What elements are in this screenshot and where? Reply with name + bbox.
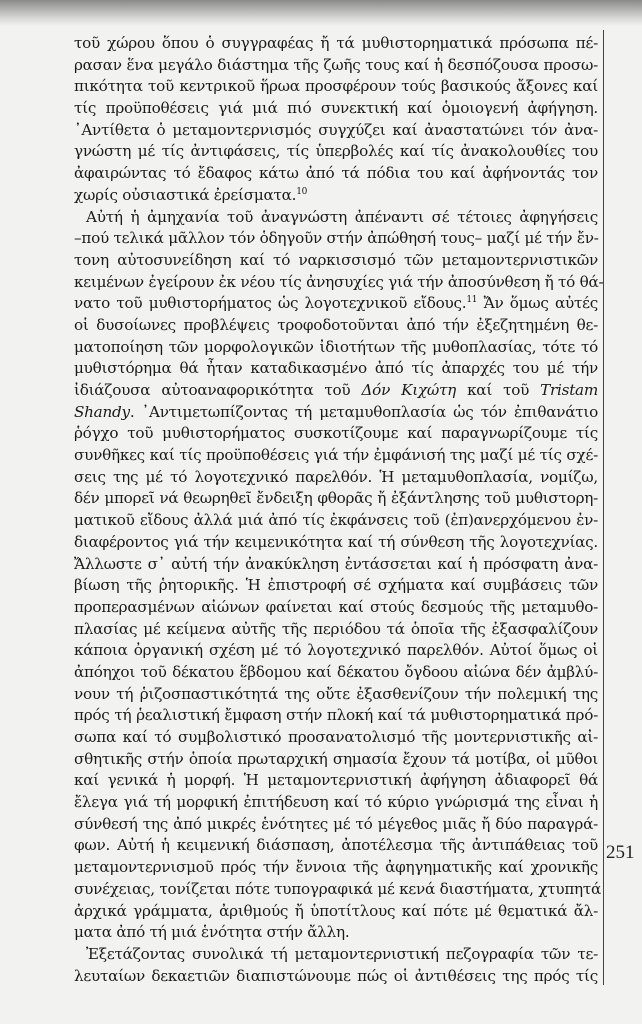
- text-span: Ἄν ὅμως αὐτές: [477, 294, 599, 313]
- text-span: λευταίων δεκαετιῶν διαπιστώνουμε πώς οἱ ἀντιθέσεις της πρός τίς: [74, 966, 598, 985]
- text-line: [74, 402, 598, 424]
- text-line: [74, 250, 598, 272]
- text-line: [74, 554, 598, 576]
- text-line: [74, 966, 598, 988]
- footnote-marker: 11: [466, 295, 478, 306]
- text-line: [74, 141, 598, 163]
- text-span: μεταμοντερνισμοῦ πρός τήν ἔννοια τῆς ἀφηγηματικῆς καί χρονικῆς: [74, 858, 598, 877]
- text-span: βίωση τῆς ῥητορικῆς. Ἡ ἐπιστροφή σέ σχήματα καί συμβάσεις τῶν: [74, 576, 598, 595]
- text-line: [74, 467, 598, 489]
- text-span: τίς προϋποθέσεις γιά μιά πιό συνεκτική καί ὁμοιογενή ἀφήγηση.: [74, 99, 598, 118]
- text-span: τοῦ χώρου ὅπου ὁ συγγραφέας ἤ τά μυθιστορηματικά πρόσωπα πέ-: [74, 34, 598, 52]
- text-span: νατο τοῦ μυθιστορήματος ὡς λογοτεχνικοῦ εἴδους.: [74, 294, 467, 313]
- text-span: . ᾿Αντιμετωπίζοντας τή μεταμυθοπλασία ὡς τόν ἐπιθανάτιο: [129, 402, 598, 421]
- text-span: συνέχειας, τονίζεται πότε τυπογραφικά μέ κενά διαστήματα, χτυπητά: [74, 879, 602, 898]
- text-line: [74, 532, 598, 554]
- text-line: [74, 228, 598, 250]
- text-line: [74, 55, 598, 77]
- text-span: πρός τή ῥεαλιστική ἔμφαση στήν πλοκή καί τά μυθιστορηματικά πρό-: [74, 706, 598, 725]
- scan-shadow: [0, 0, 642, 26]
- text-span: ᾿Αντίθετα ὁ μεταμοντερνισμός συγχύζει καί ἀναστατώνει τόν ἀνα-: [74, 120, 598, 139]
- text-span: –πού τελικά μᾶλλον τόν ὁδηγοῦν στήν ἀπώθησή τους– μαζί μέ τήν ἔν-: [74, 229, 599, 248]
- text-span: χωρίς οὐσιαστικά ἐρείσματα.: [74, 185, 297, 204]
- text-line: [74, 510, 598, 532]
- page-number: 251: [606, 842, 635, 863]
- text-line: [74, 792, 598, 814]
- text-span: Ἐξετάζοντας συνολικά τή μεταμοντερνιστική πεζογραφία τῶν τε-: [86, 944, 598, 963]
- text-span: διαφέροντος γιά τήν κειμενικότητα καί τή σύνθεση τῆς λογοτεχνίας.: [74, 532, 598, 551]
- text-line: [74, 380, 598, 402]
- margin-rule: [603, 30, 604, 985]
- text-line: [74, 33, 598, 55]
- text-line: [74, 770, 598, 792]
- text-line: [74, 879, 602, 901]
- text-line: [74, 315, 598, 337]
- text-line: [74, 488, 598, 510]
- text-span: κάποια ὀργανική σχέση μέ τό λογοτεχνικό παρελθόν. Αὐτοί ὅμως οἱ: [74, 641, 598, 660]
- text-span: καί γενικά ἡ μορφή. Ἡ μεταμοντερνιστική ἀφήγηση ἀδιαφορεῖ θά: [74, 771, 598, 790]
- text-span: τονη αὐτοσυνείδηση καί τό ναρκισσισμό τῶν μεταμοντερνιστικῶν: [74, 250, 598, 269]
- text-span: ματοποίηση τῶν μορφολογικῶν ἰδιοτήτων τῆς μυθοπλασίας, τότε τό: [74, 337, 598, 356]
- text-span: ἰδιάζουσα αὐτοαναφορικότητα τοῦ: [74, 381, 362, 399]
- text-span: νουν τή ῥιζοσπαστικότητά της οὔτε ἐξασθενίζουν τήν πολεμική της: [74, 684, 598, 703]
- text-span: σθητικῆς στήν ὁποία πρωταρχική σημασία ἔχουν τά μοτίβα, οἱ μῦθοι: [74, 749, 598, 768]
- text-line: [74, 445, 598, 467]
- text-span: ἀπόηχοι τοῦ δέκατου ἕβδομου καί δέκατου ὄγδοου αἰώνα δέν ἀμβλύ-: [74, 662, 598, 681]
- text-span: ματικοῦ εἴδους ἀλλά μιά ἀπό τίς ἐκφάνσεις τοῦ (ἐπ)ανερχόμενου ἐν-: [74, 511, 598, 530]
- text-span: ματα ἀπό τή μιά ἑνότητα στήν ἄλλη.: [74, 923, 350, 942]
- text-span: πλασίας μέ κείμενα αὐτῆς τῆς περιόδου τά ὁποῖα τῆς ἐξασφαλίζουν: [74, 619, 598, 638]
- text-span: ἔλεγα γιά τή μορφική ἐπιτήδευση καί τό κύριο γνώρισμά της εἶναι ἡ: [74, 793, 598, 812]
- text-span: γνώστη μέ τίς ἀντιφάσεις, τίς ὑπερβολές καί τίς ἀνακολουθίες του: [74, 142, 598, 161]
- text-span: σεις της μέ τό λογοτεχνικό παρελθόν. Ἡ μεταμυθοπλασία, νομίζω,: [74, 467, 598, 486]
- text-span: κειμένων ἐγείρουν ἐκ νέου τίς ἀνησυχίες γιά τήν ἀποσύνθεση ἤ τό θά-: [74, 272, 604, 291]
- text-span: καί τοῦ: [456, 381, 541, 399]
- text-line: [74, 76, 598, 98]
- text-line: [74, 684, 598, 706]
- text-line: [74, 814, 598, 836]
- text-line: [74, 575, 598, 597]
- text-line: [74, 120, 598, 142]
- text-line: [74, 163, 598, 185]
- text-line: [74, 835, 598, 857]
- text-span: Ἄλλωστε σ᾿ αὐτή τήν ἀνακύκληση ἐντάσσεται καί ἡ πρόσφατη ἀνα-: [74, 554, 598, 573]
- text-span: ἀφαιρώντας τό ἔδαφος κάτω ἀπό τά πόδια του καί ἀφήνοντάς τον: [74, 164, 598, 183]
- text-line: [74, 272, 604, 294]
- text-span: ἀρχικά γράμματα, ἀριθμούς ἤ ὑποτίτλους καί πότε μέ θεματικά ἄλ-: [74, 901, 598, 920]
- body-text: [74, 33, 604, 987]
- text-line: [74, 337, 598, 359]
- italic-title: Δόν Κιχώτη: [361, 381, 457, 399]
- text-span: σύνθεσή της ἀπό μικρές ἑνότητες μέ τό μέγεθος μιᾶς ἤ δύο παραγρά-: [74, 814, 598, 833]
- text-span: ῥόγχο τοῦ μυθιστορήματος συσκοτίζουμε καί παραγνωρίζουμε τίς: [74, 424, 598, 443]
- text-line: [74, 901, 598, 923]
- text-span: οἱ δυσοίωνες προβλέψεις τροφοδοτοῦνται ἀπό τήν ἐξεζητημένη θε-: [74, 315, 598, 334]
- text-line: [74, 749, 598, 771]
- text-line: [74, 944, 598, 966]
- text-line: [74, 207, 598, 229]
- text-line: [74, 727, 598, 749]
- footnote-marker: 10: [296, 186, 308, 197]
- text-line: [74, 922, 598, 944]
- text-span: δέν μπορεῖ νά θεωρηθεῖ ἔνδειξη φθορᾶς ἤ ἐξάντλησης τοῦ μυθιστορη-: [74, 489, 598, 508]
- text-span: σωπα καί τό συμβολιστικό προσανατολισμό τῆς μοντερνιστικῆς αἰ-: [74, 728, 598, 746]
- text-line: [74, 662, 598, 684]
- text-line: [74, 358, 598, 380]
- text-span: συνθῆκες καί τίς προϋποθέσεις γιά τήν ἐμφάνισή της μαζί μέ τίς σχέ-: [74, 446, 598, 465]
- text-span: Αὐτή ἡ ἀμηχανία τοῦ ἀναγνώστη ἀπέναντι σέ τέτοιες ἀφηγήσεις: [86, 207, 598, 226]
- text-line: [74, 640, 598, 662]
- text-line: [74, 597, 598, 619]
- text-line: [74, 293, 598, 315]
- text-span: προπερασμένων αἰώνων φαίνεται καί στούς δεσμούς τῆς μεταμυθο-: [74, 597, 598, 616]
- italic-title: Tristam: [540, 381, 599, 399]
- text-line: [74, 619, 598, 641]
- text-span: ρασαν ἕνα μεγάλο διάστημα τῆς ζωῆς τους καί ἡ δεσπόζουσα προσω-: [74, 55, 598, 74]
- text-span: μυθιστόρημα θά ἦταν καταδικασμένο ἀπό τίς ἀπαρχές του μέ τήν: [74, 359, 598, 378]
- text-line: [74, 705, 598, 727]
- text-line: [74, 185, 598, 207]
- text-span: φων. Αὐτή ἡ κειμενική διάσπαση, ἀποτέλεσμα τῆς ἀντιπάθειας τοῦ: [74, 836, 598, 855]
- text-line: [74, 857, 598, 879]
- text-line: [74, 98, 598, 120]
- text-line: [74, 423, 598, 445]
- text-span: πικότητα τοῦ κεντρικοῦ ἥρωα προσφέρουν τούς βασικούς ἄξονες καί: [74, 77, 598, 96]
- italic-title: Shandy: [74, 402, 130, 421]
